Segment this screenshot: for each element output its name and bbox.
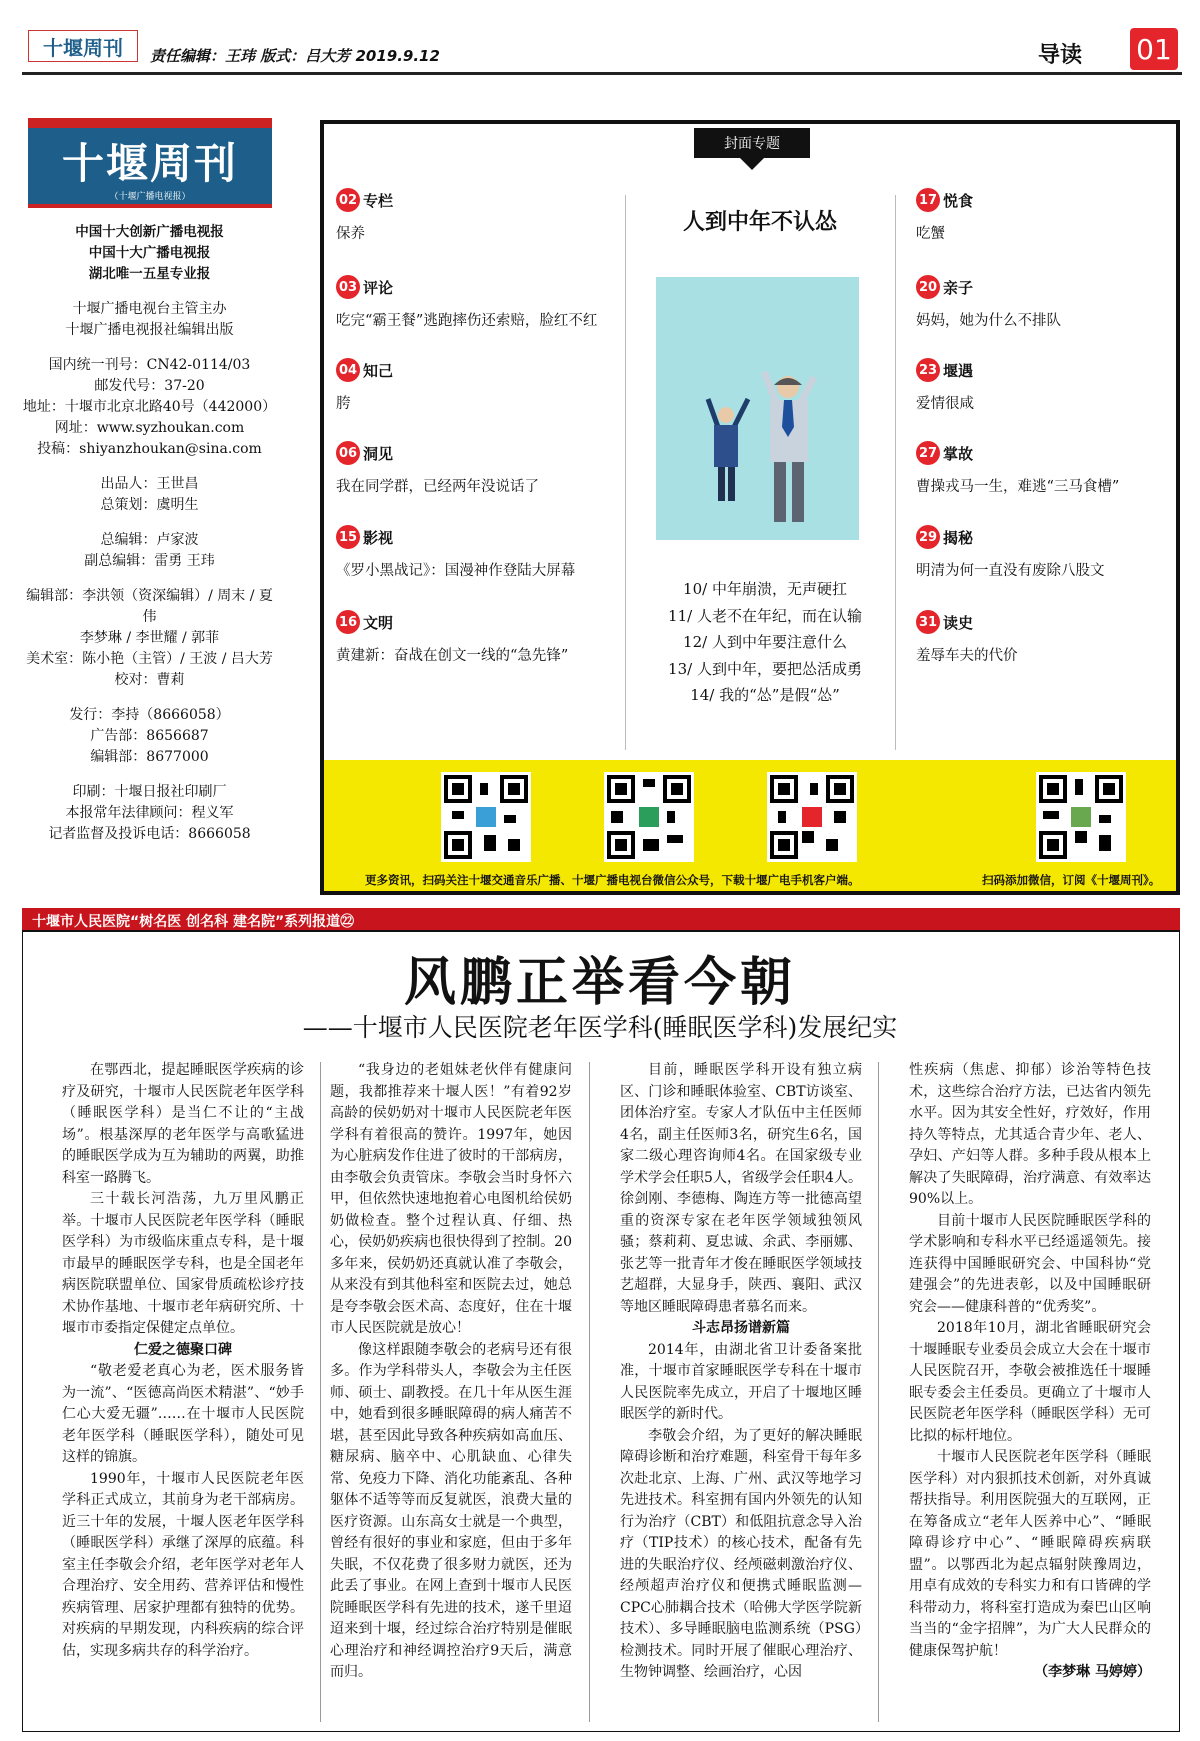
series-banner [22, 908, 1180, 932]
toc-text: 妈妈，她为什么不排队 [916, 313, 1061, 329]
info-line: 发行：李持（8666058） [69, 707, 230, 723]
info-line: 中国十大创新广播电视报 [75, 224, 224, 240]
cover-story[interactable]: 11/ 人老不在年纪，而在认输 [668, 606, 862, 625]
paragraph: 十堰市人民医院老年医学科（睡眠医学科）对内狠抓技术创新，对外真诚帮扶指导。利用医院强大的互联网，正在筹备成立“老年人医养中心”、“睡眠障碍诊疗中心”、“睡眠障碍疾病联盟”。以鄂西北为起点辐射陕豫周边，用卓有成效的专科实力和有口皆碑的学科带动力，将科室打造成为秦巴山区响当当的“金字招牌”，为广大人民群众的健康保驾护航！ [909, 1449, 1151, 1659]
cover-story[interactable]: 10/ 中年崩溃，无声硬扛 [683, 580, 847, 598]
info-line: 十堰广播电视台主管主办 [72, 301, 227, 317]
toc-item-header [336, 358, 393, 382]
info-line: 地址：十堰市北京北路40号（442000） [22, 399, 277, 415]
info-line: 编辑部：8677000 [90, 749, 209, 765]
article-column-4 [909, 1060, 1151, 1684]
toc-text: 吃完“霸王餐”逃跑摔伤还索赔，脸红不红 [336, 313, 598, 329]
toc-text: 吃蟹 [916, 226, 945, 242]
toc-text: 曹操戎马一生，难逃“三马食槽” [916, 479, 1120, 495]
header-meta: 责任编辑：王玮 版式：吕大芳 2019.9.12 [150, 47, 440, 65]
toc-item-header [916, 275, 1061, 299]
toc-item-header [336, 188, 393, 212]
page-number-badge: 04 [336, 358, 360, 382]
toc-text: 胯 [336, 396, 351, 412]
column-divider [625, 195, 626, 750]
page-number-badge: 03 [336, 275, 360, 299]
info-line: 中国十大广播电视报 [88, 245, 211, 261]
toc-text: 羞辱车夫的代价 [916, 648, 1018, 664]
publication-info [22, 222, 277, 859]
toc-section: 掌故 [943, 444, 974, 463]
toc-item-header [916, 358, 974, 382]
page-number-badge: 27 [916, 441, 940, 465]
toc-item-header [336, 610, 568, 634]
cover-story-list [640, 576, 890, 709]
cover-story[interactable]: 14/ 我的“怂”是假“怂” [690, 686, 840, 704]
series-label: 十堰市人民医院“树名医 创名科 建名院”系列报道㉒ [32, 914, 355, 930]
paragraph: 李敬会介绍，为了更好的解决睡眠障碍诊断和治疗难题，科室骨干每年多次赴北京、上海、广州、武汉等地学习先进技术。科室拥有国内外领先的认知行为治疗（CBT）和低阻抗意念导入治疗（TIP技术）的核心技术，配备有先进的失眠治疗仪、经颅磁刺激治疗仪、经颅超声治疗仪和便携式睡眠监测—CPC心肺耦合技术（哈佛大学医学院新技术）、多导睡眠脑电监测系统（PSG）检测技术。同时开展了催眠心理治疗、生物钟调整、绘画治疗，心因 [620, 1427, 862, 1680]
paragraph: 性疾病（焦虑、抑郁）诊治等特色技术，这些综合治疗方法，已达省内领先水平。因为其安全性好，疗效好，作用持久等特点，尤其适合青少年、老人、孕妇、产妇等人群。多种手段从根本上解决了失眠障碍，治疗满意、有效率达90%以上。 [909, 1062, 1151, 1207]
info-line: 网址：www.syzhoukan.com [54, 420, 245, 436]
paragraph: 像这样跟随李敬会的老病号还有很多。作为学科带头人，李敬会为主任医师、硕士、副教授。在几十年从医生涯中，她看到很多睡眠障碍的病人痛苦不堪，甚至因此导致各种疾病如高血压、糖尿病、脑卒中、心肌缺血、心律失常、免疫力下降、消化功能紊乱、各种躯体不适等等而反复就医，浪费大量的医疗资源。山东高女士就是一个典型，曾经有很好的事业和家庭，但由于多年失眠，不仅花费了很多财力就医，还为此丢了事业。在网上查到十堰市人民医院睡眠医学科有先进的技术，遂千里迢迢来到十堰，经过综合治疗特别是催眠心理治疗和神经调控治疗9天后，满意而归。 [330, 1341, 572, 1680]
toc-item[interactable] [916, 610, 1018, 665]
toc-item[interactable] [336, 441, 539, 496]
article-column-1 [62, 1060, 304, 1662]
qr-code-icon[interactable] [767, 772, 857, 862]
toc-section: 堰遇 [943, 361, 974, 380]
toc-section: 读史 [943, 613, 974, 632]
toc-item-header [916, 525, 1105, 549]
page-number-badge: 20 [916, 275, 940, 299]
toc-item-header [916, 610, 1018, 634]
cover-title: 人到中年不认怂 [682, 210, 837, 235]
page-number-badge: 29 [916, 525, 940, 549]
toc-section: 知己 [363, 361, 394, 380]
column-divider [895, 195, 896, 750]
column-divider [589, 1062, 590, 1722]
info-line: 湖北唯一五星专业报 [88, 266, 211, 282]
toc-section: 评论 [363, 278, 394, 297]
qr-caption-right: 扫码添加微信，订阅《十堰周刊》。 [982, 873, 1161, 887]
info-line: 校对：曹莉 [114, 672, 185, 688]
paragraph: 2014年，由湖北省卫计委备案批准，十堰市首家睡眠医学专科在十堰市人民医院率先成立，开启了十堰地区睡眠医学的新时代。 [620, 1341, 862, 1422]
info-line: 编辑部：李洪领（资深编辑）/ 周末 / 夏伟 [26, 588, 273, 625]
section-heading: 斗志昂扬谱新篇 [692, 1320, 790, 1336]
toc-item[interactable] [336, 275, 597, 330]
article-column-2 [330, 1060, 572, 1684]
toc-item[interactable] [916, 525, 1105, 580]
info-line: 记者监督及投诉电话：8666058 [48, 826, 251, 842]
toc-item[interactable] [916, 358, 974, 413]
toc-item[interactable] [336, 188, 393, 243]
toc-section: 专栏 [363, 191, 394, 210]
page-number-badge: 15 [336, 525, 360, 549]
paragraph: “我身边的老姐妹老伙伴有健康问题，我都推荐来十堰人医！”有着92岁高龄的侯奶奶对十堰市人民医院老年医学科有着很高的赞许。1997年，她因为心脏病发作住进了彼时的干部病房，由李敬会负责管床。李敬会当时身怀六甲，但依然快速地抱着心电图机给侯奶奶做检查。整个过程认真、仔细、热心，侯奶奶疾病也很快得到了控制。20多年来，侯奶奶还真就认准了李敬会，从来没有到其他科室和医院去过，她总是夸李敬会医术高、态度好，住在十堰市人民医院就是放心！ [330, 1062, 572, 1336]
qr-code-icon[interactable] [604, 772, 694, 862]
header-logo: 十堰周刊 [28, 30, 138, 62]
info-line: 李梦琳 / 李世耀 / 郭菲 [79, 630, 220, 646]
page-number-badge: 17 [916, 188, 940, 212]
toc-item[interactable] [916, 275, 1061, 330]
toc-item[interactable] [336, 525, 575, 580]
cover-story[interactable]: 12/ 人到中年要注意什么 [683, 633, 847, 651]
masthead-title: 十堰周刊 [61, 138, 238, 188]
article-column-3 [620, 1060, 862, 1684]
toc-section: 悦食 [943, 191, 974, 210]
qr-caption-left: 更多资讯，扫码关注十堰交通音乐广播、十堰广播电视台微信公众号，下载十堰广电手机客户端。 [365, 873, 860, 887]
page-number-badge: 23 [916, 358, 940, 382]
toc-text: 爱情很咸 [916, 396, 974, 412]
page-number-badge: 01 [1130, 28, 1178, 70]
masthead-subtitle: （十堰广播电视报） [109, 191, 191, 202]
info-line: 印刷：十堰日报社印刷厂 [72, 784, 227, 800]
column-divider [878, 1062, 879, 1722]
toc-item-header [916, 441, 1119, 465]
info-line: 十堰广播电视报社编辑出版 [65, 322, 234, 338]
info-line: 本报常年法律顾问：程义军 [65, 805, 234, 821]
info-line: 国内统一刊号：CN42-0114/03 [48, 357, 251, 373]
toc-section: 洞见 [363, 444, 394, 463]
toc-item-header [916, 188, 973, 212]
page-number-badge: 06 [336, 441, 360, 465]
toc-text: 黄建新：奋战在创文一线的“急先锋” [336, 648, 569, 664]
page-number-badge: 02 [336, 188, 360, 212]
toc-text: 明清为何一直没有废除八股文 [916, 563, 1105, 579]
cover-tag: 封面专题 [694, 128, 810, 158]
info-line: 投稿：shiyanzhoukan@sina.com [37, 441, 262, 457]
masthead-logo [28, 118, 272, 208]
info-line: 总策划：虞明生 [100, 497, 199, 513]
toc-section: 文明 [363, 613, 394, 632]
info-line: 出品人：王世昌 [100, 476, 199, 492]
paragraph: “敬老爱老真心为老，医术服务皆为一流”、“医德高尚医术精湛”、“妙手仁心大爱无疆”……在十堰市人民医院老年医学科（睡眠医学科），随处可见这样的锦旗。 [62, 1363, 304, 1465]
info-line: 美术室：陈小艳（主管）/ 王波 / 吕大芳 [26, 651, 273, 667]
paragraph: 目前十堰市人民医院睡眠医学科的学术影响和专科水平已经遥遥领先。接连获得中国睡眠研究会、中国科协“党建强会”的先进表彰，以及中国睡眠研究会——健康科普的“优秀奖”。 [909, 1212, 1151, 1315]
toc-text: 我在同学群，已经两年没说话了 [336, 479, 539, 495]
section-label: 导读 [1037, 43, 1082, 68]
paragraph: 1990年，十堰市人民医院老年医学科正式成立，其前身为老干部病房。近三十年的发展，十堰人医老年医学科（睡眠医学科）承继了深厚的底蕴。科室主任李敬会介绍，老年医学对老年人合理治疗、安全用药、营养评估和慢性疾病管理、居家护理都有独特的优势。对疾病的早期发现，内科疾病的综合评估，实现多病共存的科学治疗。 [62, 1470, 304, 1659]
toc-item-header [336, 525, 575, 549]
toc-item-header [336, 275, 597, 299]
column-divider [320, 1062, 321, 1722]
qr-code-icon[interactable] [441, 772, 531, 862]
toc-item[interactable] [916, 188, 973, 243]
toc-item[interactable] [916, 441, 1119, 496]
cover-tag-arrow [740, 158, 764, 170]
byline: （李梦琳 马婷婷） [1034, 1664, 1151, 1680]
article-subheadline: ——十堰市人民医院老年医学科(睡眠医学科)发展纪实 [302, 1013, 898, 1042]
toc-item-header [336, 441, 539, 465]
info-line: 副总编辑：雷勇 王玮 [84, 553, 215, 569]
paragraph: 三十载长河浩荡，九万里风鹏正举。十堰市人民医院老年医学科（睡眠医学科）为市级临床重点专科，是十堰市最早的睡眠医学专科，也是全国老年病医院联盟单位、国家骨质疏松诊疗技术协作基地、十堰市老年病研究所、十堰市市委指定保健定点单位。 [62, 1191, 304, 1336]
toc-section: 影视 [363, 528, 394, 547]
page-number-badge: 31 [916, 610, 940, 634]
paragraph: 在鄂西北，提起睡眠医学疾病的诊疗及研究，十堰市人民医院老年医学科（睡眠医学科）是当仁不让的“主战场”。根基深厚的老年医学与高歌猛进的睡眠医学成为互为辅助的两翼，助推科室一路腾飞。 [62, 1062, 304, 1186]
info-line: 邮发代号：37-20 [94, 378, 205, 394]
section-heading: 仁爱之德聚口碑 [134, 1341, 232, 1358]
paragraph: 目前，睡眠医学科开设有独立病区、门诊和睡眠体验室、CBT访谈室、团体治疗室。专家人才队伍中主任医师4名，副主任医师3名，研究生6名，国家二级心理咨询师4名。在国家级专业学术学会任职5人，省级学会任职4人。徐剑刚、李德梅、陶连方等一批德高望重的资深专家在老年医学领域独领风骚；蔡莉莉、夏忠诚、余武、李丽娜、张艺等一批青年才俊在睡眠医学领域技艺超群，大显身手，陕西、襄阳、武汉等地区睡眠障碍患者慕名而来。 [620, 1062, 862, 1315]
toc-text: 《罗小黑战记》：国漫神作登陆大屏幕 [336, 563, 576, 579]
qr-code-icon[interactable] [1036, 772, 1126, 862]
toc-section: 揭秘 [943, 528, 974, 547]
info-line: 广告部：8656687 [90, 728, 209, 744]
toc-text: 保养 [336, 226, 365, 242]
paragraph: 2018年10月，湖北省睡眠研究会十堰睡眠专业委员会成立大会在十堰市人民医院召开，李敬会被推选任十堰睡眠专委会主任委员。更确立了十堰市人民医院老年医学科（睡眠医学科）无可比拟的标杆地位。 [909, 1320, 1151, 1444]
info-line: 总编辑：卢家波 [100, 532, 199, 548]
toc-item[interactable] [336, 610, 568, 665]
toc-section: 亲子 [943, 278, 974, 297]
article-headline: 风鹏正举看今朝 [403, 952, 796, 1013]
page-number-badge: 16 [336, 610, 360, 634]
header-rule [22, 72, 1182, 75]
cover-story[interactable]: 13/ 人到中年，要把怂活成勇 [668, 659, 862, 678]
cover-illustration [656, 277, 859, 540]
toc-item[interactable] [336, 358, 393, 413]
